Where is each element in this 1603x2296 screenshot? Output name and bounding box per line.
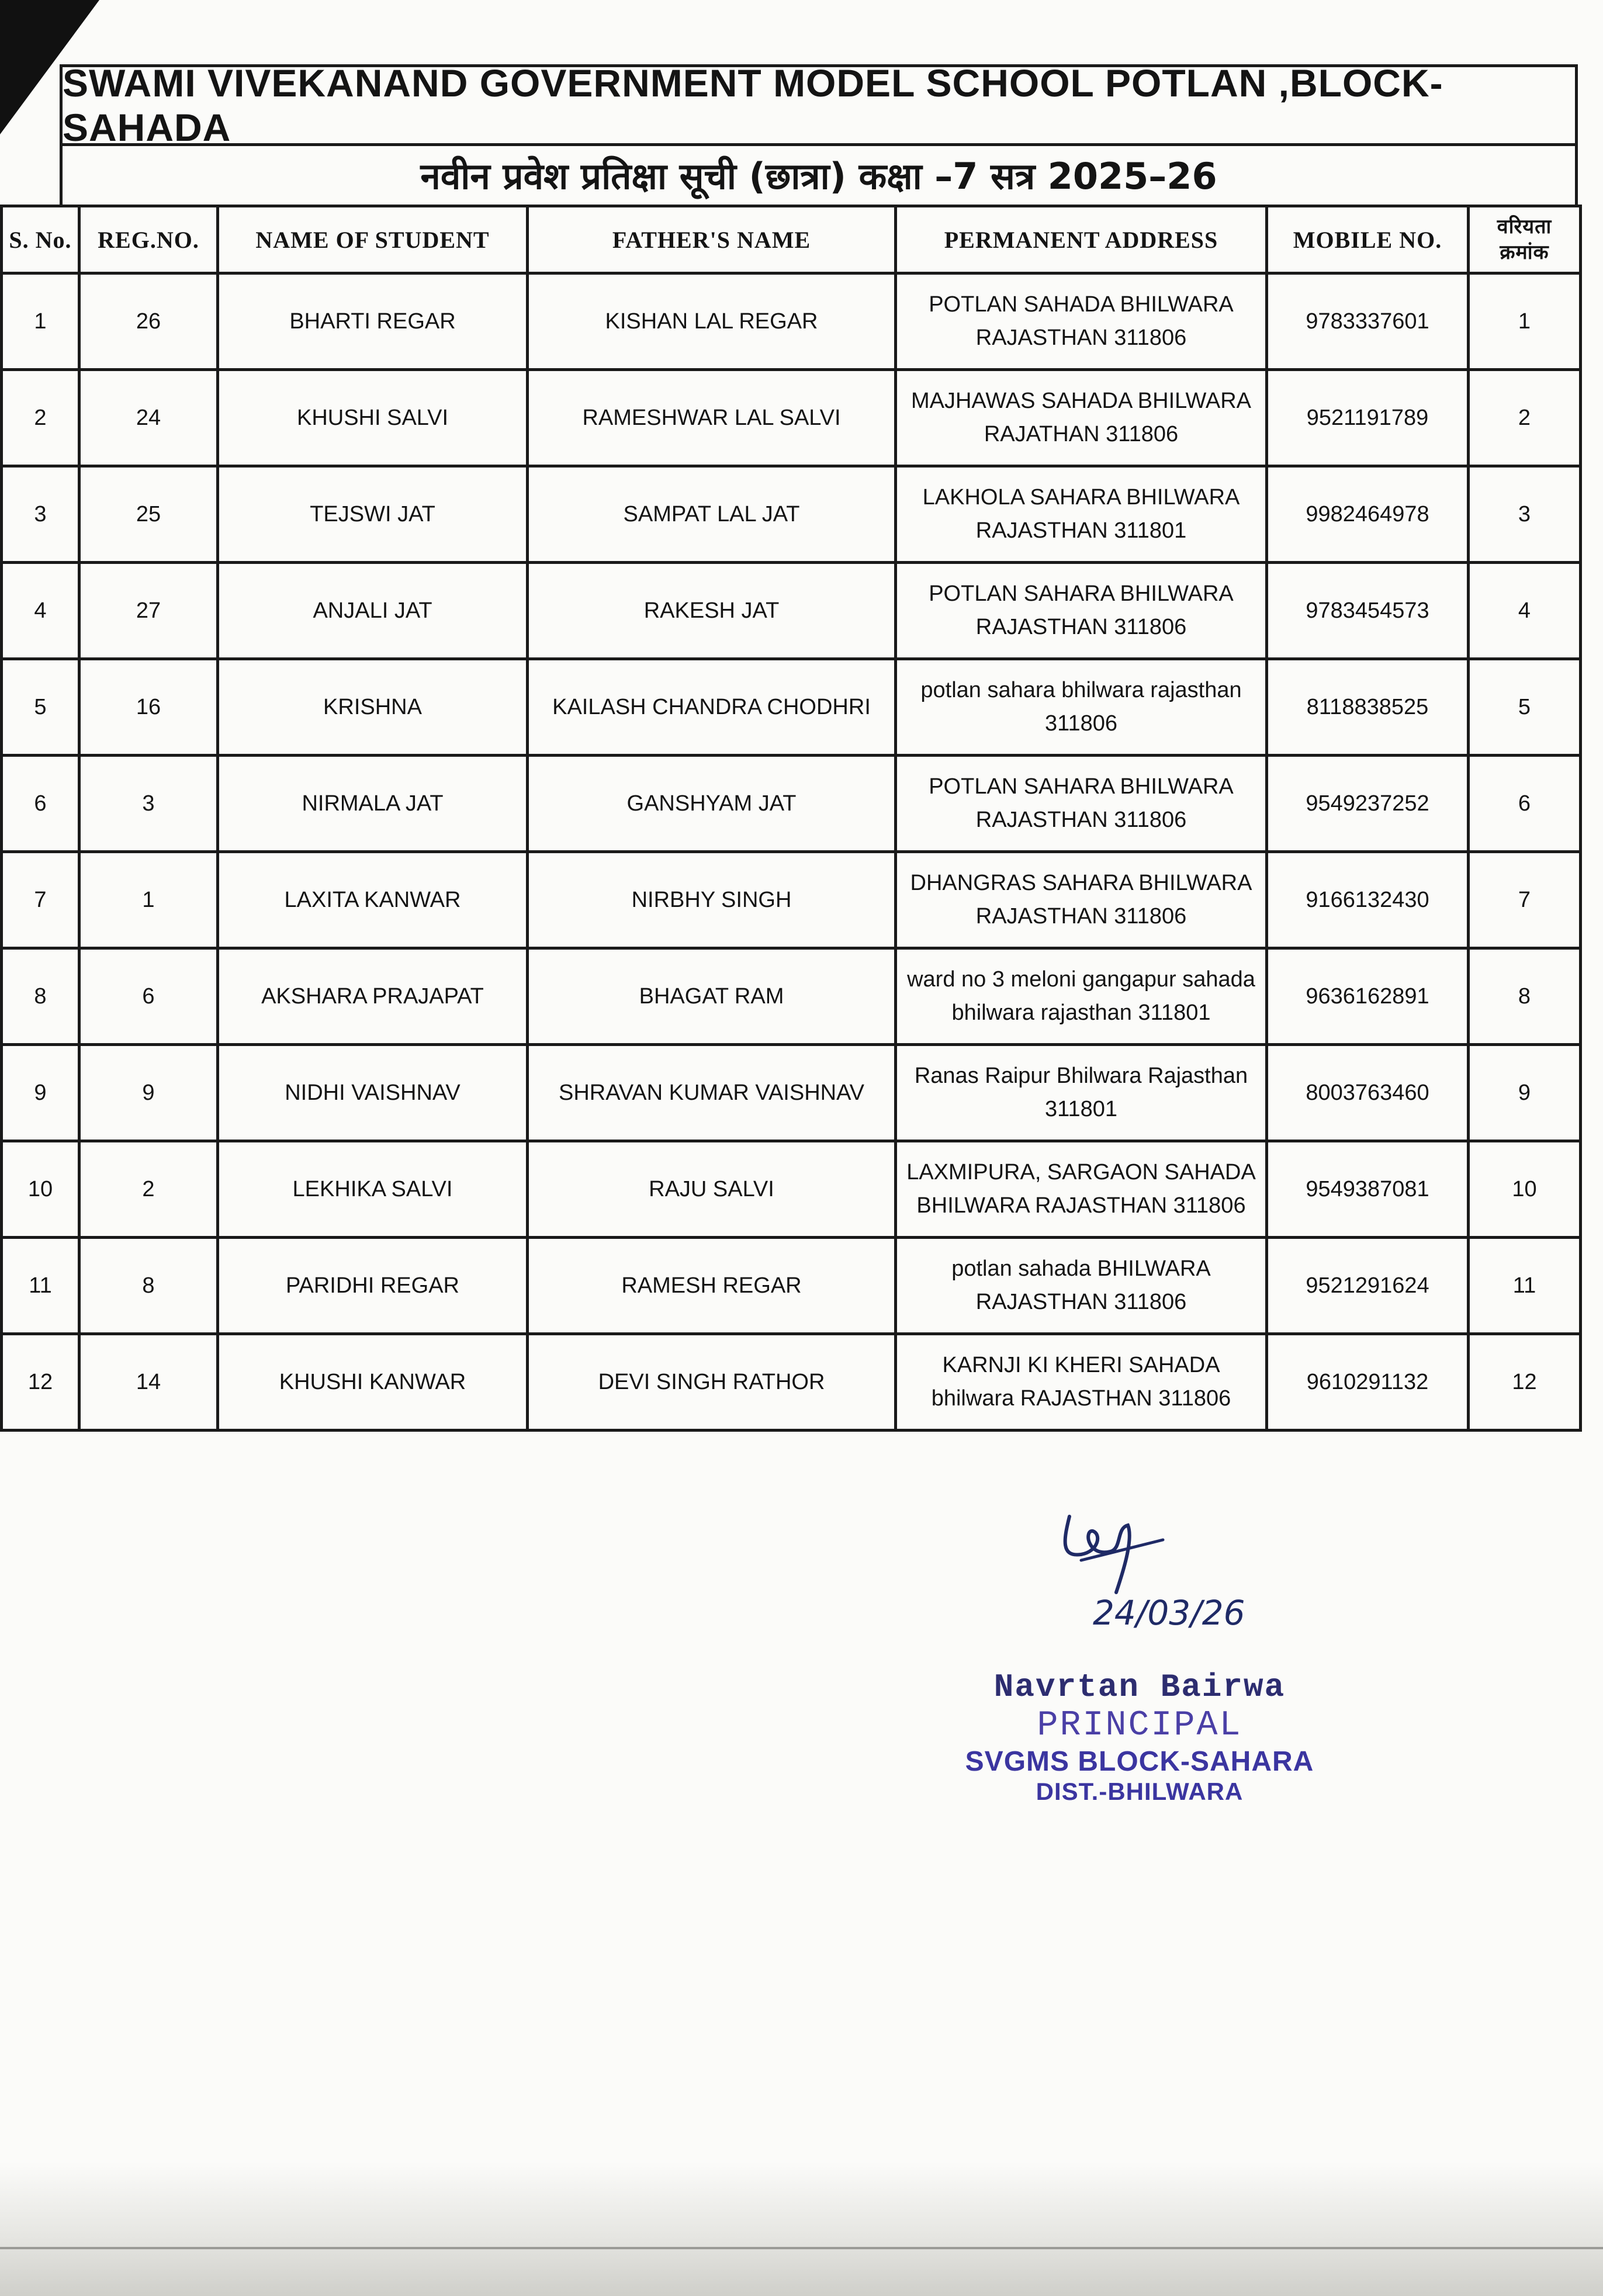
cell-mobile: 9610291132 (1267, 1334, 1469, 1431)
cell-mobile: 9982464978 (1267, 466, 1469, 563)
cell-father-name: NIRBHY SINGH (528, 852, 896, 948)
stamp-title: PRINCIPAL (1037, 1706, 1242, 1746)
cell-address: POTLAN SAHADA BHILWARA RAJASTHAN 311806 (896, 273, 1267, 370)
cell-student-name: PARIDHI REGAR (218, 1238, 528, 1334)
table-row (2, 370, 1581, 466)
table-row (2, 1045, 1581, 1141)
cell-reg-no: 14 (79, 1334, 218, 1431)
cell-address: ward no 3 meloni gangapur sahada bhilwara rajasthan 311801 (896, 948, 1267, 1045)
cell-address: DHANGRAS SAHARA BHILWARA RAJASTHAN 311806 (896, 852, 1267, 948)
cell-priority-rank: 12 (1469, 1334, 1581, 1431)
header-student-name: NAME OF STUDENT (218, 206, 528, 273)
header-mobile: MOBILE NO. (1267, 206, 1469, 273)
cell-father-name: DEVI SINGH RATHOR (528, 1334, 896, 1431)
cell-mobile: 9166132430 (1267, 852, 1469, 948)
cell-student-name: LEKHIKA SALVI (218, 1141, 528, 1238)
cell-mobile: 9783454573 (1267, 563, 1469, 659)
table-row (2, 1141, 1581, 1238)
cell-address: LAKHOLA SAHARA BHILWARA RAJASTHAN 311801 (896, 466, 1267, 563)
cell-student-name: AKSHARA PRAJAPAT (218, 948, 528, 1045)
signature-date: 24/03/26 (1093, 1593, 1245, 1633)
cell-reg-no: 1 (79, 852, 218, 948)
table-row (2, 852, 1581, 948)
cell-student-name: TEJSWI JAT (218, 466, 528, 563)
cell-address: MAJHAWAS SAHADA BHILWARA RAJATHAN 311806 (896, 370, 1267, 466)
cell-address: KARNJI KI KHERI SAHADA bhilwara RAJASTHAN 311806 (896, 1334, 1267, 1431)
cell-reg-no: 26 (79, 273, 218, 370)
header-sno: S. No. (2, 206, 79, 273)
header-reg-no: REG.NO. (79, 206, 218, 273)
cell-sno: 8 (2, 948, 79, 1045)
table-row (2, 563, 1581, 659)
cell-priority-rank: 11 (1469, 1238, 1581, 1334)
header-father-name: FATHER'S NAME (528, 206, 896, 273)
cell-father-name: RAMESH REGAR (528, 1238, 896, 1334)
cell-mobile: 8003763460 (1267, 1045, 1469, 1141)
table-row (2, 948, 1581, 1045)
stamp-district: DIST.-BHILWARA (1036, 1778, 1244, 1805)
table-header-row (2, 206, 1581, 273)
cell-reg-no: 8 (79, 1238, 218, 1334)
waiting-list-table (0, 205, 1582, 1432)
cell-father-name: KISHAN LAL REGAR (528, 273, 896, 370)
table-body (2, 273, 1581, 1431)
stamp-org: SVGMS BLOCK-SAHARA (965, 1746, 1314, 1777)
cell-father-name: SAMPAT LAL JAT (528, 466, 896, 563)
cell-father-name: RAJU SALVI (528, 1141, 896, 1238)
cell-sno: 9 (2, 1045, 79, 1141)
cell-mobile: 9521291624 (1267, 1238, 1469, 1334)
list-title: नवीन प्रवेश प्रतिक्षा सूची (छात्रा) कक्षा –7 सत्र 2025–26 (60, 143, 1578, 205)
cell-reg-no: 16 (79, 659, 218, 756)
cell-mobile: 9549387081 (1267, 1141, 1469, 1238)
cell-sno: 4 (2, 563, 79, 659)
table-row (2, 659, 1581, 756)
cell-student-name: KRISHNA (218, 659, 528, 756)
cell-address: potlan sahara bhilwara rajasthan 311806 (896, 659, 1267, 756)
cell-father-name: SHRAVAN KUMAR VAISHNAV (528, 1045, 896, 1141)
cell-priority-rank: 1 (1469, 273, 1581, 370)
cell-student-name: KHUSHI KANWAR (218, 1334, 528, 1431)
stamp-name: Navrtan Bairwa (993, 1668, 1286, 1706)
cell-address: POTLAN SAHARA BHILWARA RAJASTHAN 311806 (896, 756, 1267, 852)
cell-sno: 1 (2, 273, 79, 370)
table-row (2, 1238, 1581, 1334)
cell-sno: 3 (2, 466, 79, 563)
cell-father-name: RAMESHWAR LAL SALVI (528, 370, 896, 466)
cell-mobile: 9636162891 (1267, 948, 1469, 1045)
cell-sno: 2 (2, 370, 79, 466)
cell-student-name: LAXITA KANWAR (218, 852, 528, 948)
scan-edge-line (0, 2247, 1603, 2249)
table-row (2, 273, 1581, 370)
cell-father-name: BHAGAT RAM (528, 948, 896, 1045)
cell-priority-rank: 6 (1469, 756, 1581, 852)
header-priority-rank: वरियता क्रमांक (1469, 206, 1581, 273)
cell-reg-no: 24 (79, 370, 218, 466)
cell-mobile: 8118838525 (1267, 659, 1469, 756)
cell-address: LAXMIPURA, SARGAON SAHADA BHILWARA RAJASTHAN 311806 (896, 1141, 1267, 1238)
cell-priority-rank: 10 (1469, 1141, 1581, 1238)
cell-sno: 11 (2, 1238, 79, 1334)
cell-student-name: KHUSHI SALVI (218, 370, 528, 466)
principal-signature (1046, 1505, 1256, 1639)
cell-priority-rank: 9 (1469, 1045, 1581, 1141)
cell-sno: 5 (2, 659, 79, 756)
cell-reg-no: 27 (79, 563, 218, 659)
cell-priority-rank: 3 (1469, 466, 1581, 563)
cell-reg-no: 2 (79, 1141, 218, 1238)
cell-reg-no: 6 (79, 948, 218, 1045)
cell-mobile: 9549237252 (1267, 756, 1469, 852)
cell-sno: 12 (2, 1334, 79, 1431)
school-title: SWAMI VIVEKANAND GOVERNMENT MODEL SCHOOL POTLAN ,BLOCK-SAHADA (60, 64, 1578, 143)
principal-stamp (912, 1668, 1367, 1806)
cell-priority-rank: 8 (1469, 948, 1581, 1045)
cell-sno: 7 (2, 852, 79, 948)
cell-address: POTLAN SAHARA BHILWARA RAJASTHAN 311806 (896, 563, 1267, 659)
cell-sno: 10 (2, 1141, 79, 1238)
cell-student-name: NIRMALA JAT (218, 756, 528, 852)
table-row (2, 1334, 1581, 1431)
header-address: PERMANENT ADDRESS (896, 206, 1267, 273)
scan-shadow (0, 2162, 1603, 2296)
cell-priority-rank: 4 (1469, 563, 1581, 659)
cell-reg-no: 3 (79, 756, 218, 852)
table-row (2, 466, 1581, 563)
cell-father-name: KAILASH CHANDRA CHODHRI (528, 659, 896, 756)
cell-student-name: ANJALI JAT (218, 563, 528, 659)
cell-priority-rank: 2 (1469, 370, 1581, 466)
cell-father-name: RAKESH JAT (528, 563, 896, 659)
cell-reg-no: 9 (79, 1045, 218, 1141)
document-sheet (0, 61, 1579, 1438)
table-row (2, 756, 1581, 852)
cell-father-name: GANSHYAM JAT (528, 756, 896, 852)
cell-student-name: BHARTI REGAR (218, 273, 528, 370)
cell-address: Ranas Raipur Bhilwara Rajasthan 311801 (896, 1045, 1267, 1141)
cell-sno: 6 (2, 756, 79, 852)
cell-priority-rank: 7 (1469, 852, 1581, 948)
cell-address: potlan sahada BHILWARA RAJASTHAN 311806 (896, 1238, 1267, 1334)
cell-mobile: 9783337601 (1267, 273, 1469, 370)
cell-reg-no: 25 (79, 466, 218, 563)
cell-student-name: NIDHI VAISHNAV (218, 1045, 528, 1141)
cell-priority-rank: 5 (1469, 659, 1581, 756)
cell-mobile: 9521191789 (1267, 370, 1469, 466)
